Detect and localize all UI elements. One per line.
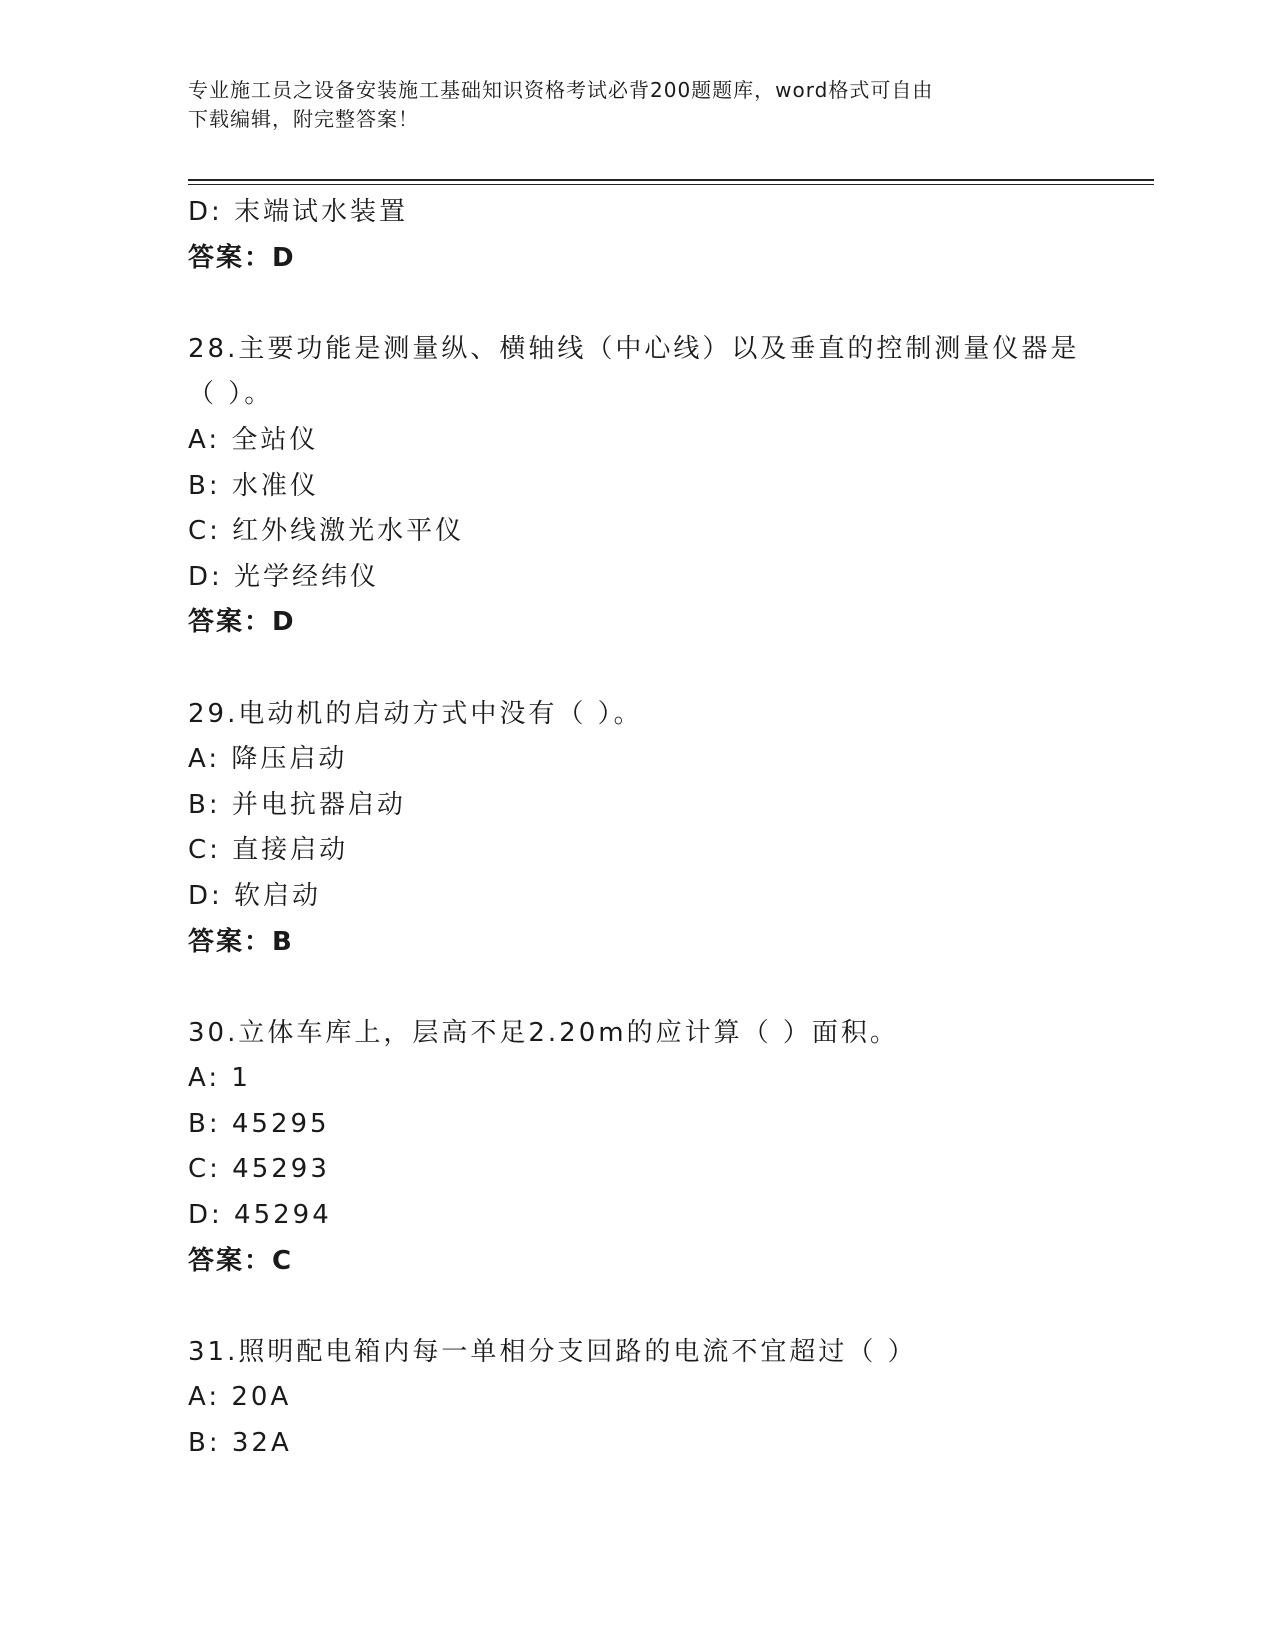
option-d-prev: D: 末端试水装置 xyxy=(188,197,409,227)
option-d: D: 软启动 xyxy=(188,880,322,911)
question-stem-continued: （ ）。 xyxy=(188,379,274,410)
question-list xyxy=(188,190,1154,1467)
spacer xyxy=(188,1284,1154,1330)
option-b: B: 水准仪 xyxy=(188,470,319,501)
option-c: C: 45293 xyxy=(188,1154,330,1185)
question-stem: 28.主要功能是测量纵、横轴线（中心线）以及垂直的控制测量仪器是 xyxy=(188,333,1080,364)
question-stem: 30.立体车库上，层高不足2.20m的应计算（ ）面积。 xyxy=(188,1017,899,1048)
question-28 xyxy=(188,327,1154,646)
option-b: B: 32A xyxy=(188,1428,292,1459)
question-31 xyxy=(188,1330,1154,1467)
option-a: A: 20A xyxy=(188,1382,292,1413)
option-a: A: 全站仪 xyxy=(188,424,319,455)
document-header xyxy=(188,76,1088,134)
answer: 答案：C xyxy=(188,1245,294,1276)
answer-prev: 答案：D xyxy=(188,242,296,273)
option-c: C: 直接启动 xyxy=(188,835,349,866)
option-c: C: 红外线激光水平仪 xyxy=(188,516,465,547)
header-title-line-1: 专业施工员之设备安装施工基础知识资格考试必背200题题库，word格式可自由 xyxy=(188,78,934,102)
option-d: D: 光学经纬仪 xyxy=(188,561,380,592)
option-b: B: 并电抗器启动 xyxy=(188,789,406,820)
answer: 答案：D xyxy=(188,607,296,638)
spacer xyxy=(188,281,1154,327)
option-a: A: 1 xyxy=(188,1063,251,1094)
spacer xyxy=(188,965,1154,1011)
spacer xyxy=(188,646,1154,692)
option-a: A: 降压启动 xyxy=(188,744,348,775)
option-b: B: 45295 xyxy=(188,1108,330,1139)
question-stem: 31.照明配电箱内每一单相分支回路的电流不宜超过（ ） xyxy=(188,1336,917,1367)
option-d: D: 45294 xyxy=(188,1200,332,1231)
header-divider-thin xyxy=(188,184,1154,185)
question-29 xyxy=(188,692,1154,966)
question-stem: 29.电动机的启动方式中没有（ ）。 xyxy=(188,698,643,729)
question-30 xyxy=(188,1011,1154,1285)
header-title-line-2: 下载编辑，附完整答案！ xyxy=(188,107,419,131)
header-divider-thick xyxy=(188,179,1154,181)
answer: 答案：B xyxy=(188,926,294,957)
